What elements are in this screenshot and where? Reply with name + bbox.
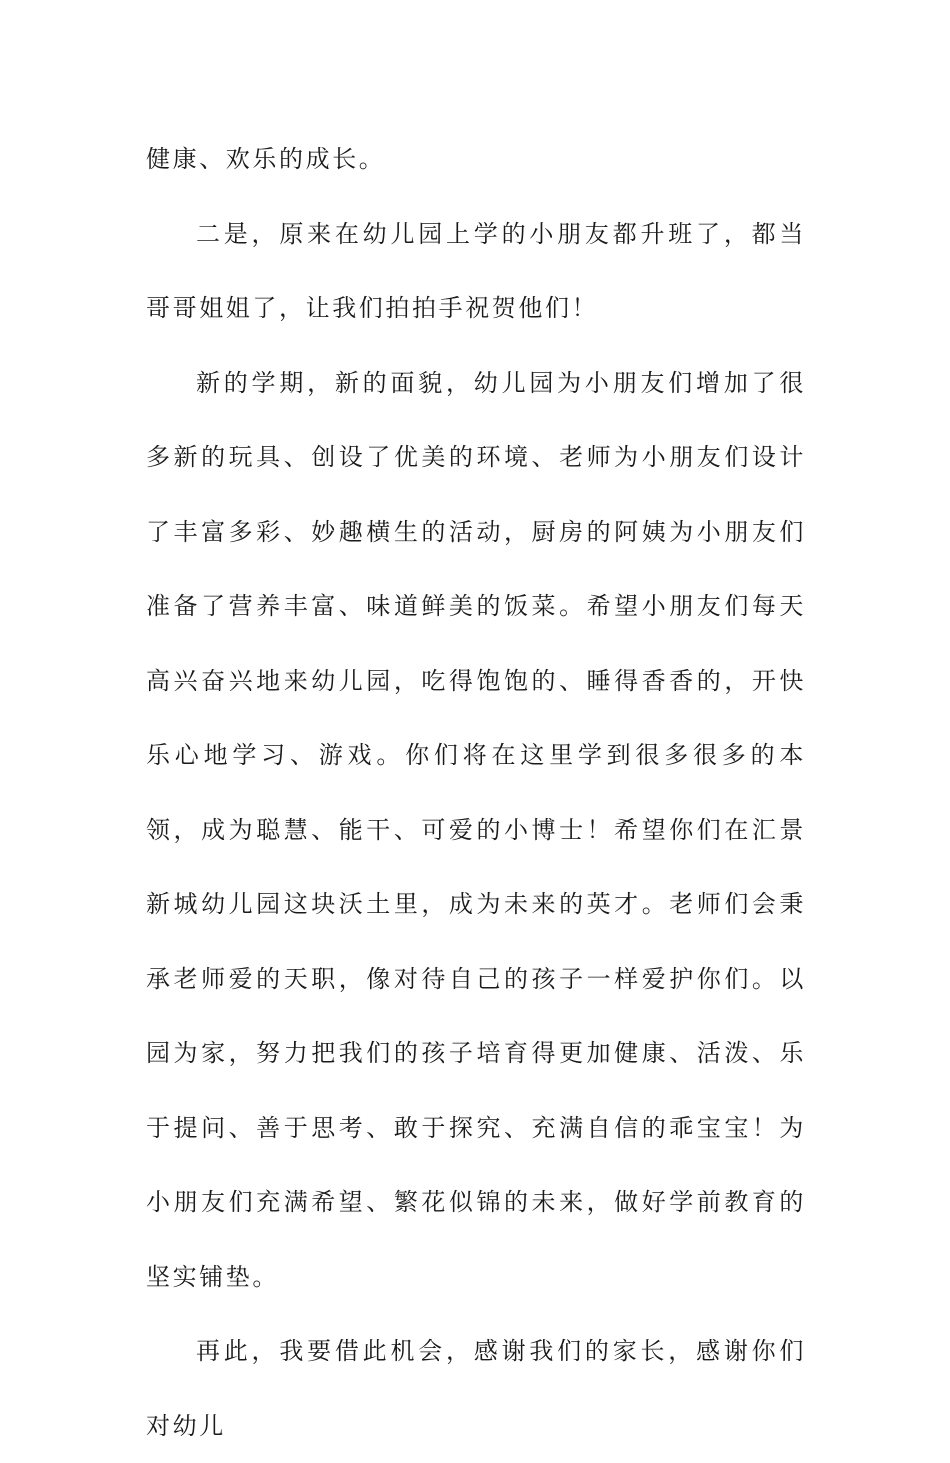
paragraph-new-semester: 新的学期，新的面貌，幼儿园为小朋友们增加了很多新的玩具、创设了优美的环境、老师为小朋友们设计了丰富多彩、妙趣横生的活动，厨房的阿姨为小朋友们准备了营养丰富、味道鲜美的饭菜。希望小朋友们每天高兴奋兴地来幼儿园，吃得饱饱的、睡得香香的，开快乐心地学习、游戏。你们将在这里学到很多很多的本领，成为聪慧、能干、可爱的小博士！希望你们在汇景新城幼儿园这块沃土里，成为未来的英才。老师们会秉承老师爱的天职，像对待自己的孩子一样爱护你们。以园为家，努力把我们的孩子培育得更加健康、活泼、乐于提问、善于思考、敢于探究、充满自信的乖宝宝！为小朋友们充满希望、繁花似锦的未来，做好学前教育的坚实铺垫。 (146, 368, 806, 1291)
paragraph-thanks-parents: 再此，我要借此机会，感谢我们的家长，感谢你们对幼儿 (146, 1337, 806, 1440)
document-body (146, 122, 806, 1463)
paragraph-second-point: 二是，原来在幼儿园上学的小朋友都升班了，都当哥哥姐姐了，让我们拍拍手祝贺他们！ (146, 219, 806, 322)
paragraph-continuation: 健康、欢乐的成长。 (146, 145, 386, 173)
